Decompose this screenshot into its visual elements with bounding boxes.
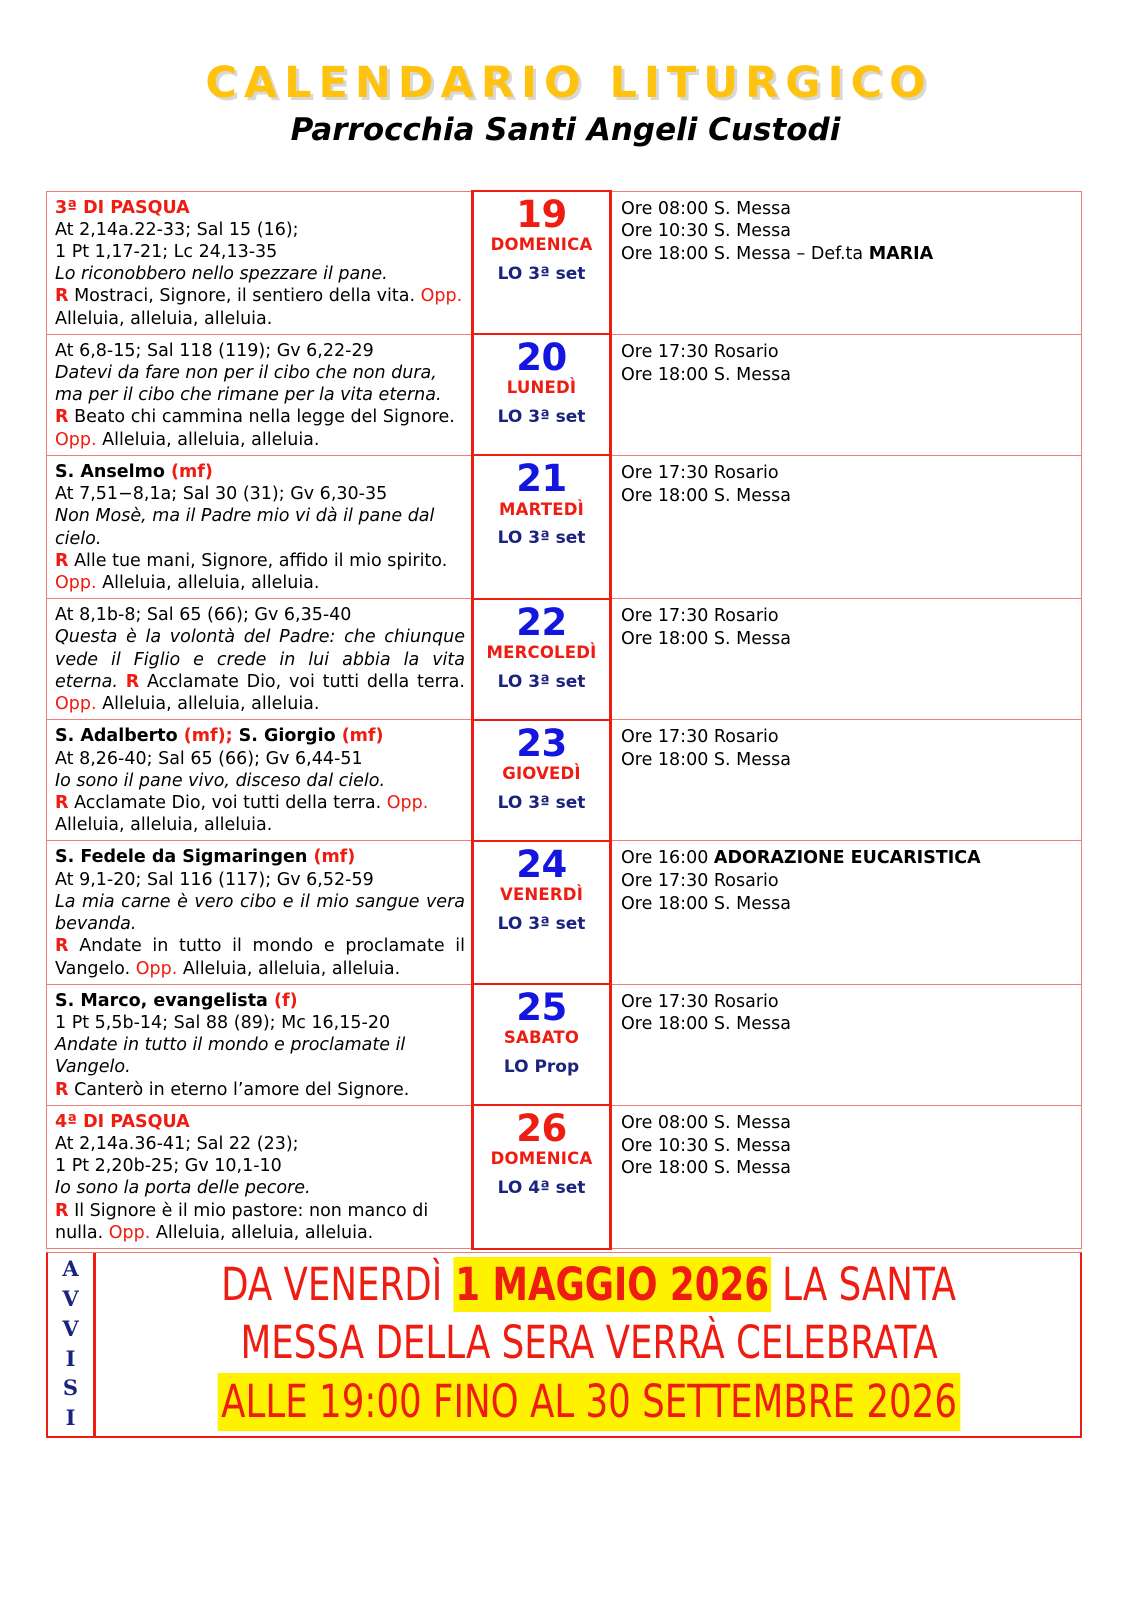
celebration-title: S. Adalberto (mf); S. Giorgio (mf) xyxy=(55,726,384,747)
scripture-citation: At 6,8-15; Sal 118 (119); Gv 6,22-29 xyxy=(55,340,374,361)
service-time-line: Ore 18:00 S. Messa xyxy=(621,750,791,771)
responsorial-psalm: Mostraci, Signore, il sentiero della vita. xyxy=(74,286,416,307)
notice-body xyxy=(96,1253,1080,1436)
responsorial-block xyxy=(55,285,465,329)
responsorial-psalm: Acclamate Dio, voi tutti della terra. xyxy=(74,792,382,813)
calendar-row xyxy=(47,720,1082,841)
calendar-row xyxy=(47,334,1082,455)
date-cell xyxy=(473,1105,611,1248)
notice-line-2: MESSA DELLA SERA VERRÀ CELEBRATA xyxy=(240,1316,938,1370)
day-name: DOMENICA xyxy=(490,235,593,255)
calendar-row xyxy=(47,455,1082,598)
celebration-rank-2: (mf) xyxy=(341,726,384,747)
service-time-line: Ore 17:30 Rosario xyxy=(621,991,779,1012)
responsorial-marker: R xyxy=(55,936,69,957)
gospel-antiphon: La mia carne è vero cibo e il mio sangue vera bevanda. xyxy=(55,891,465,935)
readings-cell xyxy=(47,455,473,598)
opp-text: Alleluia, alleluia, alleluia. xyxy=(55,308,273,329)
opp-text: Alleluia, alleluia, alleluia. xyxy=(102,573,320,593)
celebration-rank: (mf) xyxy=(183,726,226,747)
opp-text: Alleluia, alleluia, alleluia. xyxy=(155,1222,374,1243)
liturgy-of-hours: LO 3ª set xyxy=(497,263,586,284)
liturgy-of-hours: LO Prop xyxy=(503,1057,580,1078)
scripture-citation: At 9,1-20; Sal 116 (117); Gv 6,52-59 xyxy=(55,869,374,890)
calendar-row xyxy=(47,1105,1082,1248)
notice-label-letter: V xyxy=(62,1315,79,1341)
service-time-line: Ore 08:00 S. Messa xyxy=(621,198,791,219)
readings-cell xyxy=(47,720,473,841)
opp-marker: Opp. xyxy=(420,286,463,307)
service-time-line: Ore 08:00 S. Messa xyxy=(621,1112,791,1133)
celebration-title: S. Marco, evangelista (f) xyxy=(55,990,298,1011)
day-name: LUNEDÌ xyxy=(506,378,577,398)
opp-marker: Opp. xyxy=(55,694,97,715)
opp-text: Alleluia, alleluia, alleluia. xyxy=(102,429,320,450)
liturgy-of-hours: LO 3ª set xyxy=(497,913,586,934)
gospel-antiphon: Io sono la porta delle pecore. xyxy=(55,1178,311,1199)
service-emphasis: ADORAZIONE EUCARISTICA xyxy=(713,848,981,869)
responsorial-psalm: Andate in tutto il mondo e proclamate il Vangelo. xyxy=(55,936,465,979)
date-cell xyxy=(473,984,611,1105)
opp-text: Alleluia, alleluia, alleluia. xyxy=(102,694,320,715)
responsorial-psalm: Alle tue mani, Signore, affido il mio spirito. xyxy=(74,550,448,571)
notice-label-letter: A xyxy=(62,1256,79,1282)
service-time-line: Ore 18:00 S. Messa xyxy=(621,1014,791,1035)
scripture-citation: At 7,51−8,1a; Sal 30 (31); Gv 6,30-35 xyxy=(55,484,388,505)
responsorial-marker: R xyxy=(55,1200,69,1221)
gospel-antiphon: Datevi da fare non per il cibo che non dura, ma per il cibo che rimane per la vita eterna. xyxy=(55,363,442,406)
day-number: 23 xyxy=(516,721,567,765)
day-name: MARTEDÌ xyxy=(499,499,584,519)
notice-label-letter: V xyxy=(62,1285,79,1311)
service-time-line: Ore 18:00 S. Messa xyxy=(621,364,791,385)
service-time-line: Ore 17:30 Rosario xyxy=(621,727,779,748)
celebration-title: S. Anselmo (mf) xyxy=(55,461,213,482)
opp-marker: Opp. xyxy=(55,429,97,450)
service-time-line: Ore 17:30 Rosario xyxy=(621,871,779,892)
readings-cell xyxy=(47,841,473,984)
opp-text: Alleluia, alleluia, alleluia. xyxy=(182,958,401,979)
day-number: 24 xyxy=(516,842,567,886)
celebration-rank: (f) xyxy=(273,990,298,1011)
gospel-antiphon: Questa è la volontà del Padre: che chiunque vede il Figlio e crede in lui abbia la vita eterna. xyxy=(55,627,465,692)
gospel-antiphon: Andate in tutto il mondo e proclamate il Vangelo. xyxy=(55,1035,406,1078)
gospel-antiphon: Lo riconobbero nello spezzare il pane. xyxy=(55,264,388,285)
service-emphasis: MARIA xyxy=(868,244,934,264)
opp-marker: Opp. xyxy=(135,958,178,979)
date-cell xyxy=(473,720,611,841)
opp-marker: Opp. xyxy=(55,573,97,593)
page-title: CALENDARIO LITURGICO xyxy=(205,58,933,108)
gospel-antiphon: Io sono il pane vivo, disceso dal cielo. xyxy=(55,770,386,791)
times-cell xyxy=(611,720,1082,841)
readings-cell xyxy=(47,984,473,1105)
opp-marker: Opp. xyxy=(386,792,429,813)
celebration-separator: ; xyxy=(225,726,233,747)
responsorial-block xyxy=(55,935,465,979)
scripture-citation: At 8,1b-8; Sal 65 (66); Gv 6,35-40 xyxy=(55,605,352,626)
notice-label-avvisi xyxy=(48,1253,96,1436)
service-time-line: Ore 18:00 S. Messa – Def.ta MARIA xyxy=(621,244,934,264)
service-time-line: Ore 18:00 S. Messa xyxy=(621,485,791,506)
date-cell xyxy=(473,599,611,720)
times-cell xyxy=(611,599,1082,720)
service-time-line: Ore 18:00 S. Messa xyxy=(621,893,791,914)
responsorial-block xyxy=(55,1079,465,1101)
service-time-line: Ore 10:30 S. Messa xyxy=(621,221,791,242)
notice-line-3: ALLE 19:00 FINO AL 30 SETTEMBRE 2026 xyxy=(218,1373,961,1432)
responsorial-psalm: Beato chi cammina nella legge del Signore. xyxy=(74,407,455,428)
readings-cell xyxy=(47,334,473,455)
celebration-rank: (mf) xyxy=(313,847,356,868)
scripture-citation: At 2,14a.36-41; Sal 22 (23); 1 Pt 2,20b-25; Gv 10,1-10 xyxy=(55,1134,299,1177)
notice-label-letter: S xyxy=(62,1375,79,1401)
calendar-row xyxy=(47,984,1082,1105)
date-cell xyxy=(473,334,611,455)
responsorial-marker: R xyxy=(55,792,69,813)
day-name: VENERDÌ xyxy=(499,885,584,905)
times-cell xyxy=(611,1105,1082,1248)
readings-cell xyxy=(47,191,473,334)
day-number: 19 xyxy=(516,193,567,236)
liturgy-of-hours: LO 4ª set xyxy=(497,1178,586,1199)
date-cell xyxy=(473,841,611,984)
responsorial-block xyxy=(55,792,465,836)
notice-label-letter: I xyxy=(65,1405,76,1431)
times-cell xyxy=(611,455,1082,598)
calendar-row xyxy=(47,191,1082,334)
date-cell xyxy=(473,455,611,598)
service-time-line: Ore 18:00 S. Messa xyxy=(621,628,791,649)
scripture-citation: At 8,26-40; Sal 65 (66); Gv 6,44-51 xyxy=(55,748,363,769)
calendar-row xyxy=(47,841,1082,984)
date-cell xyxy=(473,191,611,334)
day-name: MERCOLEDÌ xyxy=(486,642,597,662)
times-cell xyxy=(611,191,1082,334)
responsorial-block xyxy=(55,550,465,594)
times-cell xyxy=(611,334,1082,455)
liturgy-of-hours: LO 3ª set xyxy=(497,407,586,428)
responsorial-marker: R xyxy=(55,407,69,428)
notice-line1-highlight: 1 MAGGIO 2026 xyxy=(455,1257,770,1311)
responsorial-block xyxy=(55,406,465,450)
celebration-rank: (mf) xyxy=(170,461,213,482)
opp-marker: Opp. xyxy=(108,1222,151,1243)
antiphon-responsorial-block xyxy=(55,626,465,715)
notice-line1-pre: DA VENERDÌ xyxy=(221,1257,455,1311)
service-time-line: Ore 17:30 Rosario xyxy=(621,606,779,627)
day-number: 20 xyxy=(516,336,567,380)
service-time-line: Ore 16:00 ADORAZIONE EUCARISTICA xyxy=(621,848,981,869)
celebration-title: 3ª DI PASQUA xyxy=(55,197,190,218)
day-name: SABATO xyxy=(503,1028,580,1048)
opp-text: Alleluia, alleluia, alleluia. xyxy=(55,815,273,836)
service-time-line: Ore 18:00 S. Messa xyxy=(621,1158,791,1179)
day-number: 21 xyxy=(516,457,567,501)
responsorial-marker: R xyxy=(55,286,69,307)
notice-line-1 xyxy=(222,1256,957,1315)
notice-label-letter: I xyxy=(65,1345,76,1371)
day-number: 22 xyxy=(516,600,567,644)
responsorial-marker: R xyxy=(55,1079,69,1100)
liturgy-of-hours: LO 3ª set xyxy=(497,528,586,549)
calendar-table xyxy=(46,190,1082,1250)
service-time-line: Ore 17:30 Rosario xyxy=(621,341,779,362)
day-name: DOMENICA xyxy=(490,1149,593,1169)
responsorial-marker: R xyxy=(125,671,140,692)
calendar-row xyxy=(47,599,1082,720)
notice-box xyxy=(46,1252,1082,1438)
responsorial-block xyxy=(55,1200,465,1244)
service-time-line: Ore 10:30 S. Messa xyxy=(621,1135,791,1156)
times-cell xyxy=(611,841,1082,984)
day-number: 25 xyxy=(516,986,567,1030)
day-number: 26 xyxy=(516,1107,567,1151)
service-time-line: Ore 17:30 Rosario xyxy=(621,462,779,483)
responsorial-psalm: Canterò in eterno l’amore del Signore. xyxy=(74,1079,410,1100)
celebration-title: 4ª DI PASQUA xyxy=(55,1111,190,1132)
gospel-antiphon: Non Mosè, ma il Padre mio vi dà il pane dal cielo. xyxy=(55,506,435,549)
liturgy-of-hours: LO 3ª set xyxy=(497,671,586,692)
responsorial-psalm: Acclamate Dio, voi tutti della terra. xyxy=(146,671,465,692)
day-name: GIOVEDÌ xyxy=(502,763,581,783)
notice-line1-post: LA SANTA xyxy=(771,1257,957,1311)
liturgy-of-hours: LO 3ª set xyxy=(497,792,586,813)
calendar-table-body xyxy=(47,191,1082,1249)
responsorial-psalm: Il Signore è il mio pastore: non manco di nulla. xyxy=(55,1200,429,1243)
parish-subtitle: Parrocchia Santi Angeli Custodi xyxy=(290,112,841,148)
times-cell xyxy=(611,984,1082,1105)
readings-cell xyxy=(47,599,473,720)
celebration-title: S. Fedele da Sigmaringen (mf) xyxy=(55,847,356,868)
readings-cell xyxy=(47,1105,473,1248)
scripture-citation: 1 Pt 5,5b-14; Sal 88 (89); Mc 16,15-20 xyxy=(55,1012,391,1033)
responsorial-marker: R xyxy=(55,550,69,571)
scripture-citation: At 2,14a.22-33; Sal 15 (16); 1 Pt 1,17-21; Lc 24,13-35 xyxy=(55,219,299,262)
page-header xyxy=(0,0,1131,146)
